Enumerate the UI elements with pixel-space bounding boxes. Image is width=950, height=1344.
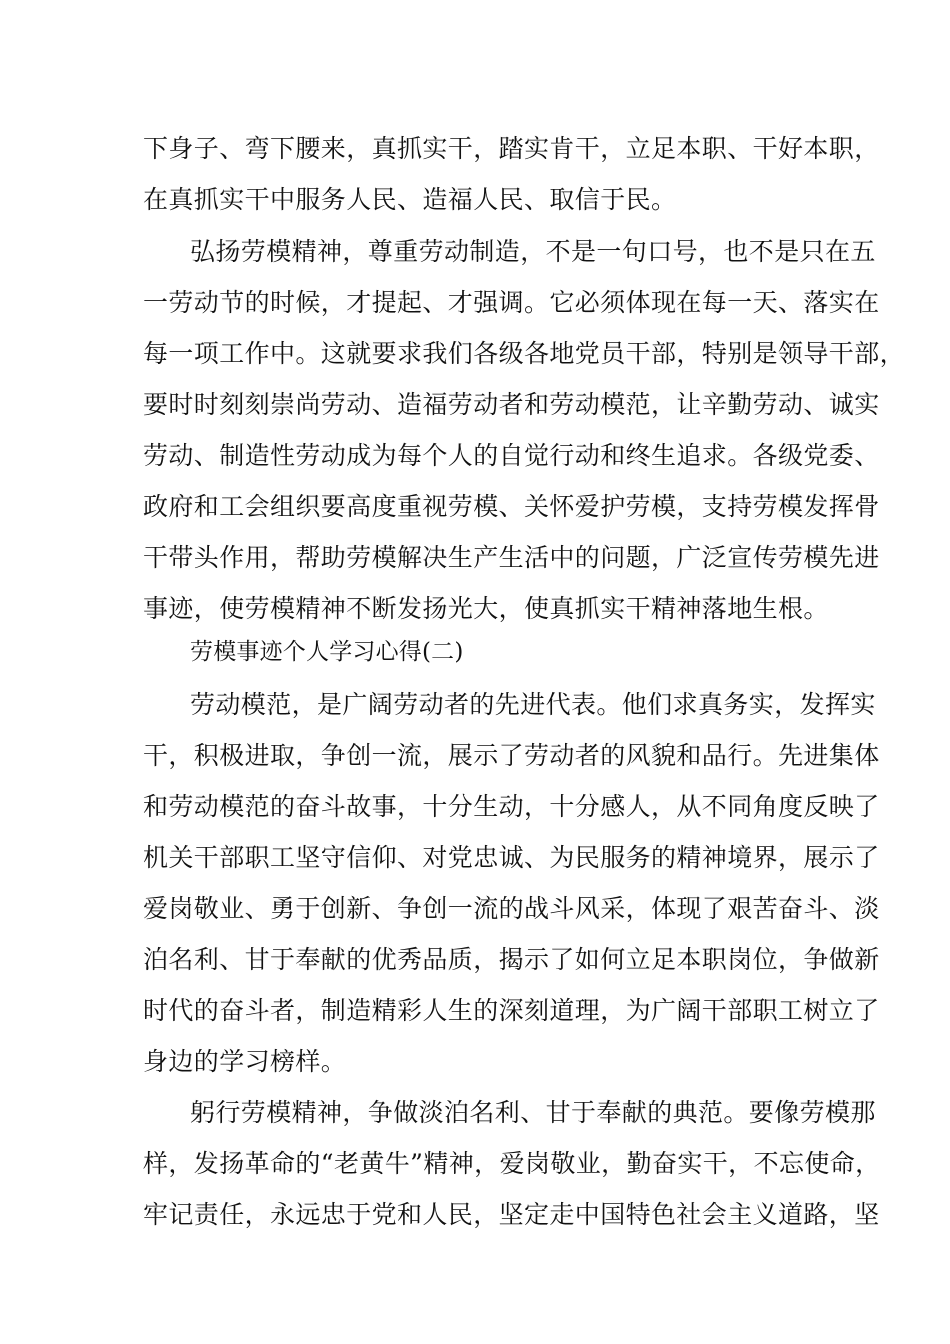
section-heading: 劳模事迹个人学习心得(二) [190,639,464,665]
text-line: 弘扬劳模精神，尊重劳动制造，不是一句口号，也不是只在五 [190,237,876,266]
text-line: 身边的学习榜样。 [143,1047,347,1076]
text-line: 爱岗敬业、勇于创新、争创一流的战斗风采，体现了艰苦奋斗、淡 [143,894,880,923]
text-line: 政府和工会组织要高度重视劳模、关怀爱护劳模，支持劳模发挥骨 [143,492,880,521]
text-line: 牢记责任，永远忠于党和人民，坚定走中国特色社会主义道路，坚 [143,1200,880,1229]
text-line: 要时时刻刻崇尚劳动、造福劳动者和劳动模范，让辛勤劳动、诚实 [143,390,880,419]
text-line: 时代的奋斗者，制造精彩人生的深刻道理，为广阔干部职工树立了 [143,996,880,1025]
text-line: 躬行劳模精神，争做淡泊名利、甘于奉献的典范。要像劳模那 [190,1098,876,1127]
text-line: 下身子、弯下腰来，真抓实干，踏实肯干，立足本职、干好本职， [143,134,880,163]
text-line: 和劳动模范的奋斗故事，十分生动，十分感人，从不同角度反映了 [143,792,880,821]
text-line: 在真抓实干中服务人民、造福人民、取信于民。 [143,185,677,214]
text-line: 样，发扬革命的“老黄牛”精神，爱岗敬业，勤奋实干，不忘使命， [143,1149,881,1178]
text-line: 机关干部职工坚守信仰、对党忠诚、为民服务的精神境界，展示了 [143,843,880,872]
text-line: 泊名利、甘于奉献的优秀品质，揭示了如何立足本职岗位，争做新 [143,945,880,974]
text-line: 干带头作用，帮助劳模解决生产生活中的问题，广泛宣传劳模先进 [143,543,880,572]
text-line: 每一项工作中。这就要求我们各级各地党员干部，特别是领导干部， [143,339,906,368]
text-line: 劳动、制造性劳动成为每个人的自觉行动和终生追求。各级党委、 [143,441,880,470]
text-line: 劳动模范，是广阔劳动者的先进代表。他们求真务实，发挥实 [190,690,876,719]
text-line: 一劳动节的时候，才提起、才强调。它必须体现在每一天、落实在 [143,288,880,317]
text-line: 干，积极进取，争创一流，展示了劳动者的风貌和品行。先进集体 [143,741,880,770]
text-line: 事迹，使劳模精神不断发扬光大，使真抓实干精神落地生根。 [143,594,829,623]
